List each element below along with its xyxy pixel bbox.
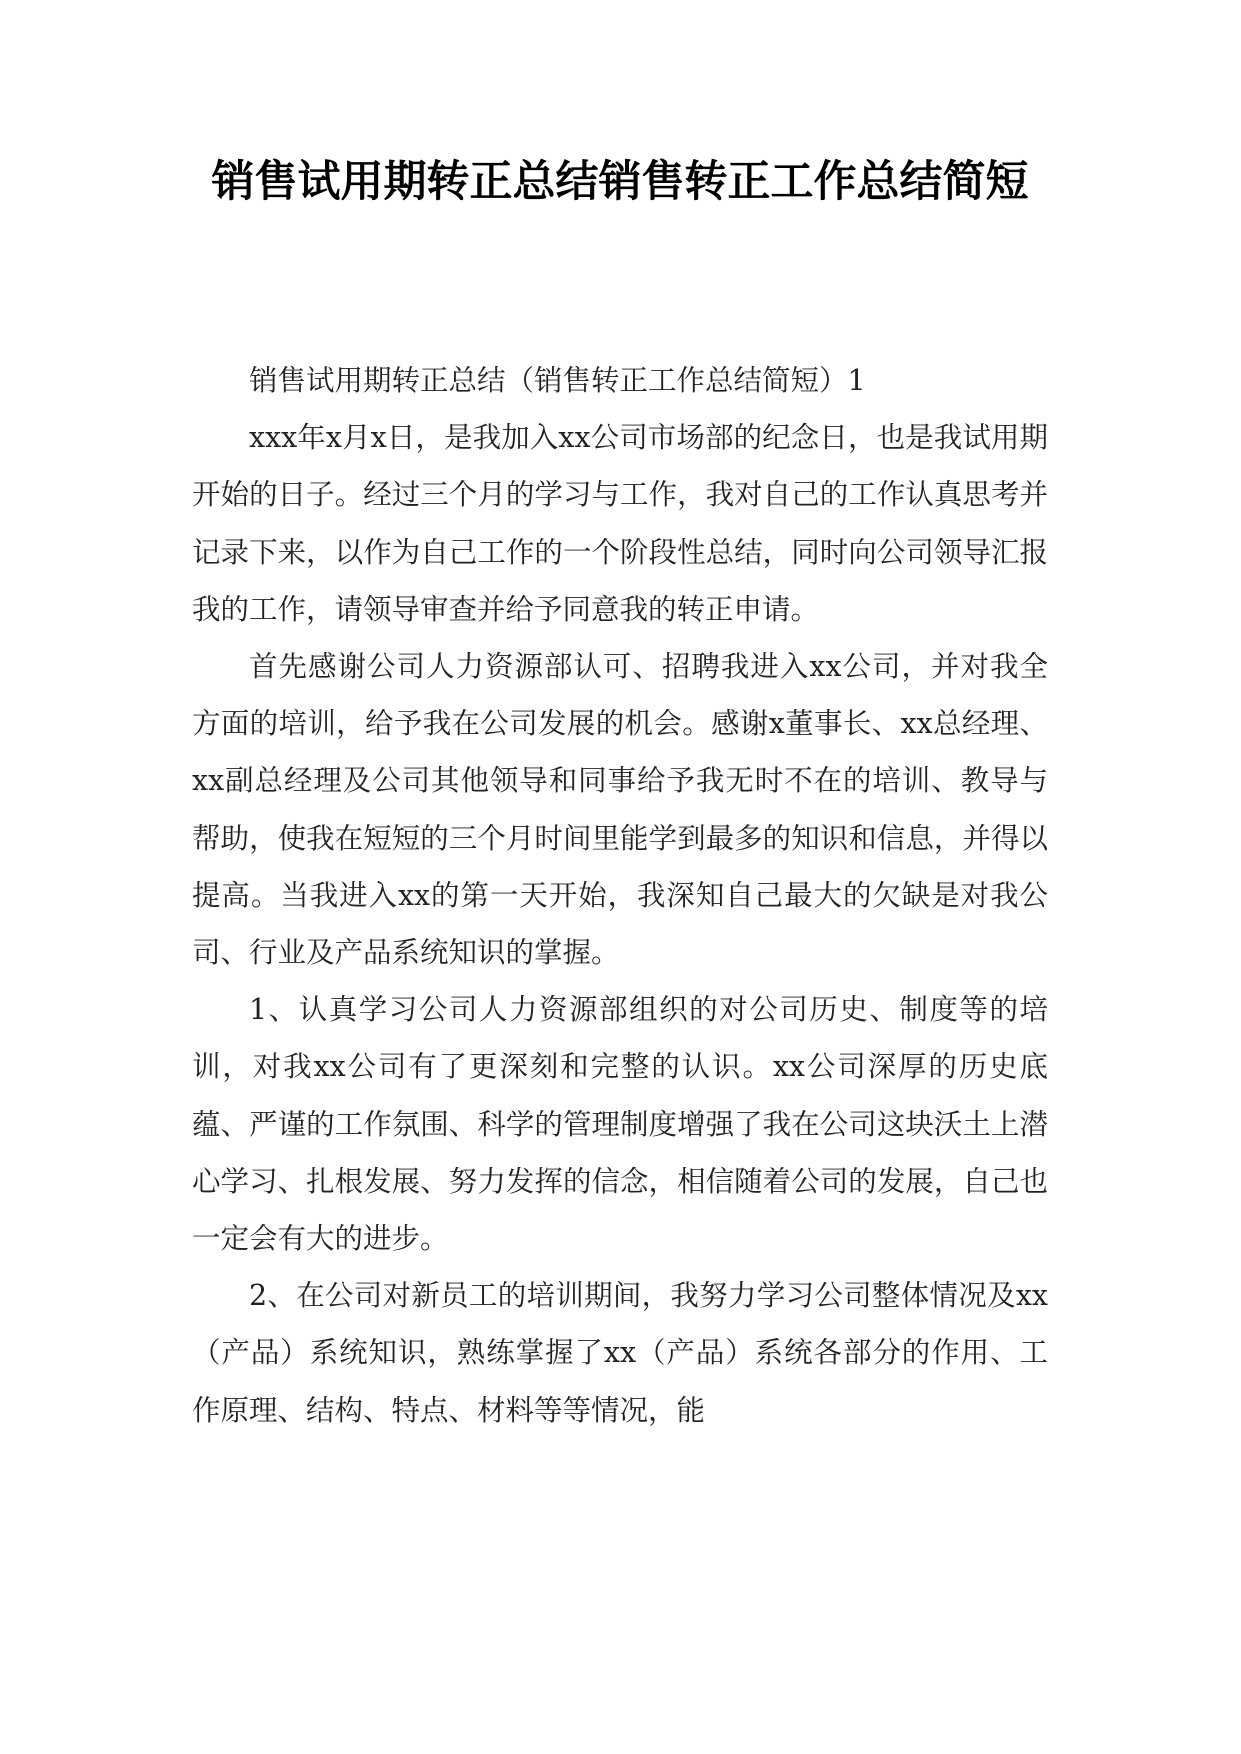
document-title: 销售试用期转正总结销售转正工作总结简短 bbox=[211, 157, 1029, 207]
document-body bbox=[192, 352, 1048, 1439]
paragraph-heading: 销售试用期转正总结（销售转正工作总结简短）1 bbox=[249, 364, 866, 397]
paragraph-thanks: 首先感谢公司人力资源部认可、招聘我进入xx公司，并对我全方面的培训，给予我在公司发展的机会。感谢x董事长、xx总经理、xx副总经理及公司其他领导和同事给予我无时不在的培训、教导与帮助，使我在短短的三个月时间里能学到最多的知识和信息，并得以提高。当我进入xx的第一天开始，我深知自己最大的欠缺是对我公司、行业及产品系统知识的掌握。 bbox=[192, 650, 1048, 970]
paragraph-item-2: 2、在公司对新员工的培训期间，我努力学习公司整体情况及xx（产品）系统知识，熟练掌握了xx（产品）系统各部分的作用、工作原理、结构、特点、材料等等情况，能 bbox=[192, 1279, 1048, 1427]
paragraph-item-1: 1、认真学习公司人力资源部组织的对公司历史、制度等的培训，对我xx公司有了更深刻和完整的认识。xx公司深厚的历史底蕴、严谨的工作氛围、科学的管理制度增强了我在公司这块沃土上潜心学习、扎根发展、努力发挥的信念，相信随着公司的发展，自己也一定会有大的进步。 bbox=[192, 993, 1048, 1256]
paragraph-intro: xxx年x月x日，是我加入xx公司市场部的纪念日，也是我试用期开始的日子。经过三个月的学习与工作，我对自己的工作认真思考并记录下来，以作为自己工作的一个阶段性总结，同时向公司领导汇报我的工作，请领导审查并给予同意我的转正申请。 bbox=[192, 421, 1048, 626]
